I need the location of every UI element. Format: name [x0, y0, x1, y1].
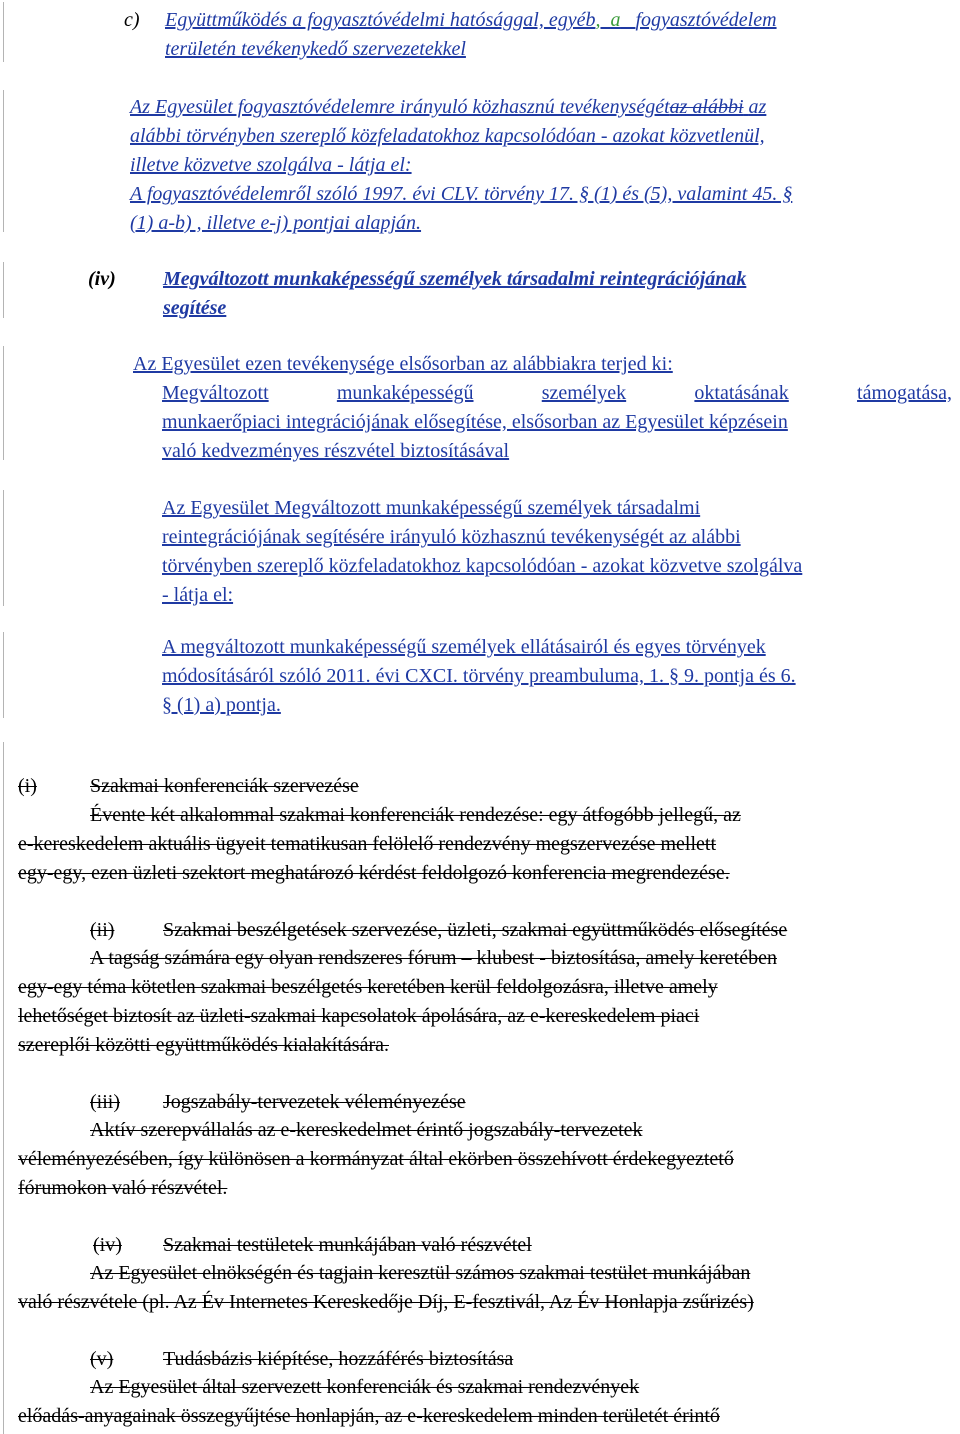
section-iv-p2-line4: - látja el:	[162, 584, 234, 606]
deleted-item-iv-title: Szakmai testületek munkájában való részvétel	[163, 1234, 532, 1256]
deleted-item-i-line2: e-kereskedelem aktuális ügyeit tematikusan felölelő rendezvény megszervezése mellett	[18, 833, 717, 855]
deleted-item-i-title: Szakmai konferenciák szervezése	[90, 775, 359, 797]
section-c-paragraph-line2: alábbi törvényben szereplő közfeladatokhoz kapcsolódóan - azokat közvetlenül,	[130, 125, 765, 147]
deleted-item-iv-line2: való részvétele (pl. Az Év Internetes Kereskedője Díj, E-fesztivál, Az Év Honlapja zsűrizés)	[18, 1291, 754, 1313]
text-run: Az Egyesület fogyasztóvédelemre irányuló közhasznú tevékenységét	[130, 96, 670, 118]
deleted-item-v-line2: előadás-anyagainak összegyűjtése honlapján, az e-kereskedelem minden területét érintő	[18, 1405, 720, 1427]
deleted-item-iii-title: Jogszabály-tervezetek véleményezése	[163, 1091, 466, 1113]
deleted-item-i-line3: egy-egy, ezen üzleti szektort meghatározó kérdést feldolgozó konferencia megrendezése.	[18, 862, 730, 884]
deleted-item-iv-line1: Az Egyesület elnökségén és tagjain keresztül számos szakmai testület munkájában	[90, 1262, 751, 1284]
section-iv-p3-line1: A megváltozott munkaképességű személyek ellátásairól és egyes törvények	[162, 636, 766, 658]
section-c-heading-part1: Együttműködés a fogyasztóvédelmi hatósággal, egyéb	[165, 9, 596, 31]
section-iv-label: (iv)	[88, 268, 116, 290]
section-iv-heading-line1: Megváltozott munkaképességű személyek társadalmi reintegrációjának	[163, 268, 747, 290]
deleted-item-iii-line3: fórumokon való részvétel.	[18, 1177, 228, 1199]
deleted-item-v-line1: Az Egyesület által szervezett konferenciák és szakmai rendezvények	[90, 1376, 640, 1398]
change-bar	[3, 346, 4, 460]
deleted-item-ii-title: Szakmai beszélgetések szervezése, üzleti, szakmai együttműködés elősegítése	[163, 919, 788, 941]
section-c-paragraph-line5: (1) a-b) , illetve e-j) pontjai alapján.	[130, 212, 422, 234]
inserted-comma: ,	[595, 9, 601, 31]
deleted-item-ii-line3: lehetőséget biztosít az üzleti-szakmai kapcsolatok ápolására, az e-kereskedelem piaci	[18, 1005, 700, 1027]
section-iv-heading-line2: segítése	[163, 297, 227, 319]
section-c-paragraph-line3: illetve közvetve szolgálva - látja el:	[130, 154, 412, 176]
text-run: az	[748, 96, 767, 118]
inserted-article: a	[610, 9, 621, 31]
section-iv-p3-line3: § (1) a) pontja.	[162, 694, 281, 716]
deleted-item-v-title: Tudásbázis kiépítése, hozzáférés biztosítása	[163, 1348, 514, 1370]
section-c-paragraph-line1	[130, 95, 766, 119]
deleted-text: az alábbi	[669, 96, 744, 118]
section-iv-p2-line1: Az Egyesület Megváltozott munkaképességű személyek társadalmi	[162, 497, 701, 519]
section-c-label: c)	[124, 9, 140, 31]
deleted-item-v-label: (v)	[90, 1348, 114, 1370]
deleted-item-iv-label: (iv)	[93, 1234, 122, 1256]
deleted-item-ii-label: (ii)	[90, 919, 115, 941]
section-iv-p1-line2	[162, 381, 952, 405]
word: munkaképességű	[336, 382, 474, 404]
word: oktatásának	[694, 382, 789, 404]
section-iv-p1-line1: Az Egyesület ezen tevékenysége elsősorban az alábbiakra terjed ki:	[133, 353, 673, 375]
section-c-paragraph-line4: A fogyasztóvédelemről szóló 1997. évi CLV. törvény 17. § (1) és (5), valamint 45. §	[130, 183, 793, 205]
deleted-item-ii-line2: egy-egy téma kötetlen szakmai beszélgetés keretében kerül feldolgozásra, illetve amely	[18, 976, 718, 998]
deleted-item-iii-line2: véleményezésében, így különösen a kormányzat által ekörben összehívott érdekegyeztető	[18, 1148, 734, 1170]
deleted-item-ii-line1: A tagság számára egy olyan rendszeres fórum – klubest - biztosítása, amely keretében	[90, 947, 777, 969]
change-bar	[3, 90, 4, 232]
deleted-item-i-label: (i)	[18, 775, 37, 797]
deleted-item-ii-line4: szereplői közötti együttműködés kialakítására.	[18, 1034, 389, 1056]
section-c-heading-line1	[165, 8, 953, 32]
section-iv-p3-line2: módosításáról szóló 2011. évi CXCI. törvény preambuluma, 1. § 9. pontja és 6.	[162, 665, 796, 687]
word: Megváltozott	[162, 382, 269, 404]
section-iv-p1-line4: való kedvezményes részvétel biztosításával	[162, 440, 510, 462]
deleted-item-i-line1: Évente két alkalommal szakmai konferenciák rendezése: egy átfogóbb jellegű, az	[90, 804, 741, 826]
change-bar	[3, 490, 4, 606]
section-c-heading-line2: területén tevékenykedő szervezetekkel	[165, 38, 466, 60]
change-bar	[3, 632, 4, 718]
change-bar	[3, 262, 4, 318]
change-bar	[3, 2, 4, 62]
section-c-heading-part2: fogyasztóvédelem	[635, 9, 777, 31]
section-iv-p1-line3: munkaerőpiaci integrációjának elősegítése, elsősorban az Egyesület képzésein	[162, 411, 788, 433]
section-iv-p2-line3: törvényben szereplő közfeladatokhoz kapcsolódóan - azokat közvetve szolgálva	[162, 555, 803, 577]
word: személyek	[541, 382, 627, 404]
deleted-item-iii-label: (iii)	[90, 1091, 120, 1113]
word: támogatása,	[857, 382, 952, 404]
section-iv-p2-line2: reintegrációjának segítésére irányuló közhasznú tevékenységét az alábbi	[162, 526, 741, 548]
deleted-item-iii-line1: Aktív szerepvállalás az e-kereskedelmet érintő jogszabály-tervezetek	[90, 1119, 643, 1141]
change-bar	[3, 742, 4, 1434]
